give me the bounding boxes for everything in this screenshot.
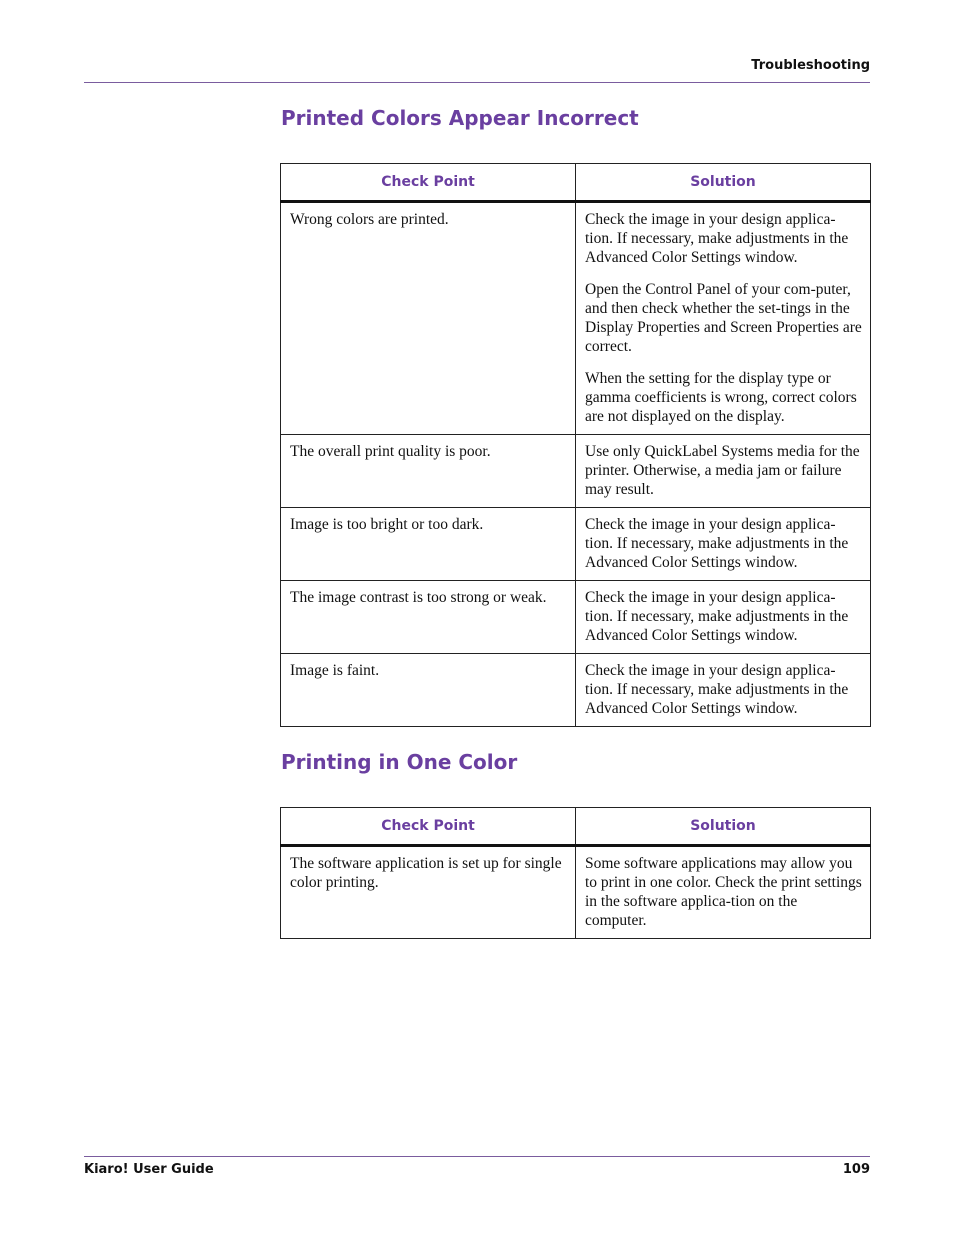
footer-guide-title: Kiaro! User Guide: [84, 1162, 214, 1177]
solution-paragraph: When the setting for the display type or gamma coefficients is wrong, correct colors are not displayed on the display.: [585, 370, 857, 425]
table-row: [281, 435, 871, 508]
header-rule: [84, 82, 870, 83]
section-title: Printed Colors Appear Incorrect: [281, 106, 639, 130]
solution-paragraph: Some software applications may allow you to print in one color. Check the print settings in the software applica-tion on the computer.: [585, 855, 862, 929]
table-row: [281, 508, 871, 581]
footer-rule: [84, 1156, 870, 1157]
check-point-cell: The software application is set up for single color printing.: [281, 846, 576, 939]
troubleshooting-table: [280, 807, 871, 939]
running-header: Troubleshooting: [751, 58, 870, 73]
table-row: [281, 654, 871, 727]
table-header-row: [281, 808, 871, 846]
table-row: [281, 846, 871, 939]
table-row: [281, 581, 871, 654]
solution-paragraph: Check the image in your design applica-tion. If necessary, make adjustments in the Advanced Color Settings window.: [585, 662, 849, 717]
solution-paragraph: Check the image in your design applica-tion. If necessary, make adjustments in the Advanced Color Settings window.: [585, 589, 849, 644]
section-title: Printing in One Color: [281, 750, 518, 774]
column-header-solution: Solution: [576, 164, 871, 202]
solution-cell: [576, 202, 871, 435]
column-header-check-point: Check Point: [281, 808, 576, 846]
check-point-cell: Image is too bright or too dark.: [281, 508, 576, 581]
solution-cell: [576, 846, 871, 939]
solution-paragraph: Check the image in your design applica-tion. If necessary, make adjustments in the Advanced Color Settings window.: [585, 211, 849, 266]
check-point-cell: Image is faint.: [281, 654, 576, 727]
check-point-cell: The overall print quality is poor.: [281, 435, 576, 508]
table-header-row: [281, 164, 871, 202]
solution-cell: [576, 581, 871, 654]
solution-paragraph: Check the image in your design applica-tion. If necessary, make adjustments in the Advanced Color Settings window.: [585, 516, 849, 571]
table-row: [281, 202, 871, 435]
solution-cell: [576, 435, 871, 508]
page-number: 109: [842, 1162, 870, 1177]
column-header-solution: Solution: [576, 808, 871, 846]
solution-paragraph: Use only QuickLabel Systems media for the printer. Otherwise, a media jam or failure may result.: [585, 443, 860, 498]
check-point-cell: Wrong colors are printed.: [281, 202, 576, 435]
solution-cell: [576, 508, 871, 581]
column-header-check-point: Check Point: [281, 164, 576, 202]
check-point-cell: The image contrast is too strong or weak.: [281, 581, 576, 654]
solution-cell: [576, 654, 871, 727]
troubleshooting-table: [280, 163, 871, 727]
solution-paragraph: Open the Control Panel of your com-puter, and then check whether the set-tings in the Display Properties and Screen Properties are correct.: [585, 281, 862, 355]
